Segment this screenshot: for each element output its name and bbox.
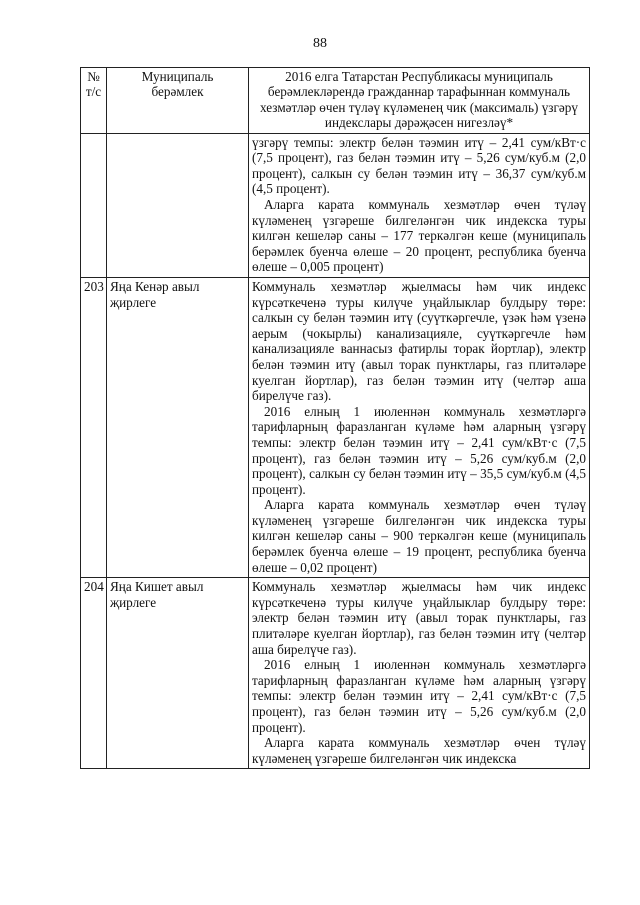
description-cell [249, 133, 590, 277]
description-paragraph: Коммуналь хезмәтләр җыелмасы һәм чик индекс күрсәткеченә туры килүче уңайлыклар булдыру төре: электр белән тәэмин итү (авыл торак пунктлары, газ плитәләре куелган йортлар), газ белән тәэмин итү (челтәр аша бирелүче газ). [252, 579, 586, 657]
description-cell [249, 578, 590, 769]
header-number-text: № т/с [85, 69, 102, 100]
header-description-text: 2016 елга Татарстан Республикасы муниципаль берәмлекләрендә гражданнар тарафыннан коммуналь хезмәтләр өчен түләү күләменең чик (максималь) үзгәрү индекслары дәрәҗәсен нигезләү* [260, 69, 578, 131]
page-number: 88 [313, 36, 327, 51]
description-paragraph: Аларга карата коммуналь хезмәтләр өчен түләү күләменең үзгәреше билгеләнгән чик индекска [252, 735, 586, 766]
description-cell [249, 277, 590, 577]
header-municipality [107, 68, 249, 134]
municipality-name: Яңа Кенәр авыл җирлеге [107, 277, 249, 577]
description-paragraph: үзгәрү темпы: электр белән тәэмин итү – 2,41 сум/кВт·с (7,5 процент), газ белән тәэмин итү – 5,26 сум/куб.м (2,0 процент), салкын су белән тәэмин итү – 36,37 сум/куб.м (4,5 процент). [252, 134, 586, 197]
header-municipality-text: Муниципаль берәмлек [141, 69, 214, 100]
row-number: 204 [81, 578, 107, 769]
description-paragraph: Аларга карата коммуналь хезмәтләр өчен түләү күләменең үзгәреше билгеләнгән чик индекска туры килгән кешеләр саны – 177 теркәлгән кеше (муниципаль берәмлек буенча өлеше – 20 процент, республика буенча өлеше – 0,005 процент) [252, 197, 586, 275]
description-paragraph: 2016 елның 1 июленнән коммуналь хезмәтләргә тарифларның фаразланган күләме һәм аларның үзгәрү темпы: электр белән тәэмин итү – 2,41 сум/кВт·с (7,5 процент), газ белән тәэмин итү – 5,26 сум/куб.м (2,0 процент). [252, 657, 586, 735]
description-paragraph: Аларга карата коммуналь хезмәтләр өчен түләү күләменең үзгәреше билгеләнгән чик индекска туры килгән кешеләр саны – 900 теркәлгән кеше (муниципаль берәмлек буенча өлеше – 19 процент, республика буенча өлеше – 0,02 процент) [252, 497, 586, 575]
table-row [81, 578, 590, 769]
header-description [249, 68, 590, 134]
table-row [81, 277, 590, 577]
table-body [81, 133, 590, 769]
header-number [81, 68, 107, 134]
description-paragraph: Коммуналь хезмәтләр җыелмасы һәм чик индекс күрсәткеченә туры килүче уңайлыклар булдыру төре: салкын су белән тәэмин итү (суүткәргечле, үзәк һәм үзенә аерым (чокырлы) канализацияле, суүткәргечле һәм канализацияле ваннасыз фатирлы торак йортлар), электр белән тәэмин итү (авыл торак пунктлары, газ плитәләре куелган йортлар), газ белән тәэмин итү (челтәр аша бирелүче газ). [252, 278, 586, 404]
table-header-row [81, 68, 590, 134]
row-number: 203 [81, 277, 107, 577]
tariff-index-table [80, 67, 590, 769]
table-row [81, 133, 590, 277]
description-paragraph: 2016 елның 1 июленнән коммуналь хезмәтләргә тарифларның фаразланган күләме һәм аларның үзгәрү темпы: электр белән тәэмин итү – 2,41 сум/кВт·с (7,5 процент), газ белән тәэмин итү – 5,26 сум/куб.м (2,0 процент), салкын су белән тәэмин итү – 35,5 сум/куб.м (4,5 процент). [252, 403, 586, 497]
row-number [81, 133, 107, 277]
municipality-name: Яңа Кишет авыл җирлеге [107, 578, 249, 769]
municipality-name [107, 133, 249, 277]
